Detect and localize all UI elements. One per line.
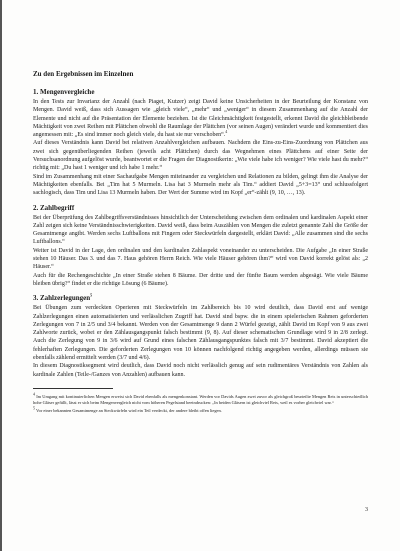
paragraph: Auch für die Rechengeschichte „In einer Straße stehen 8 Bäume. Der dritte und der fünfte Baum werden abgesägt. Wie viele Bäume bleiben übrig?“ findet er die richtige Lösung (6 Bäume). (33, 272, 368, 287)
paragraph: Weiter ist David in der Lage, den ordinalen und den kardinalen Zahlaspekt voneinander zu unterscheiden. Die Aufgabe „In einer Straße stehen 10 Häuser. Das 3. und das 7. Haus gehören Herrn Reich. Wie viele Häuser gehören ihm?“ wird von David korrekt gelöst als: „2 Häuser.“ (33, 247, 368, 271)
paragraph: In den Tests zur Invarianz der Anzahl (nach Piaget, Kutzer) zeigt David keine Unsicherheiten in der Beurteilung der Konstanz von Mengen. David weiß, dass sich Aussagen wie „gleich viele“, „mehr“ und „weniger“ in diesem Zusammenhang auf die Anzahl der Elemente und nicht auf die Präsentation der Elemente beziehen. Ist die Gleichmächtigkeit festgestellt, erkennt David die gleichbleibende Mächtigkeit von zwei Reihen mit Plättchen obwohl die Raumlage der Plättchen (vor seinen Augen) verändert wurde und kommentiert dies angemessen mit: „Es sind immer noch gleich viele, du hast sie nur verschoben“.$^4$ (33, 99, 368, 139)
paragraph: Auf dieses Verständnis kann David bei relativen Anzahlvergleichen aufbauen. Nachdem die Eins-zu-Eins-Zuordnung von Plättchen aus zwei sich gegenüberliegenden Reihen (jeweils acht Plättchen) durch das Wegnehmen eines Plättchens auf einer Seite der Versuchsanordnung aufgelöst wurde, beantwortet er die Fragen der Diagnostikerin: „Wie viele habe ich weniger? Wie viele hast du mehr?“ richtig mit: „Du hast 1 weniger und ich habe 1 mehr.“ (33, 140, 368, 172)
footnote: $^4$ Im Umgang mit kontinuierlichen Mengen erweist sich David ebenfalls als mengenkonstant. Werden vor Davids Augen zwei zuvor als gleichgroß beurteilte Mengen Reis in unterschiedlich hohe Gläser gefüllt, lässt er sich beim Mengenvergleich nicht vom höheren Pegelstand beeindrucken: „In beiden Gläsern ist gleichviel Reis, weil es vorher gleichviel war.“ (33, 391, 368, 405)
footnote-marker: 5 (90, 292, 93, 298)
paragraph: Bei Übungen zum verdeckten Operieren mit Steckwürfeln im Zahlbereich bis 10 wird deutlich, dass David erst auf wenige Zahlzerlegungen einen automatisierten und verlässlichen Zugriff hat. David sind bspw. die in einem spielerischen Rahmen geforderten Zerlegungen von 7 in 2/5 und 3/4 bekannt. Werden von der Gesamtmenge 9 dann 2 Würfel gezeigt, zählt David im Kopf von 9 aus zwei Zahlworte zurück, wobei er den Zählausgangspunkt falsch bestimmt (9, 8). Auf dieser schematischen Grundlage wird 9 in 2/8 zerlegt. Auch die Zerlegung von 9 in 3/6 wird auf Grund eines falschen Zählausgangspunktes falsch mit 3/7 bestimmt. David akzeptiert die fehlerhaften Zerlegungen. Die geforderten Zerlegungen von 10 können nachfolgend richtig angegeben werden, allerdings müssen sie ebenfalls zählend ermittelt werden (3/7 und 4/6). (33, 305, 368, 362)
subsection-title-mengenvergleiche: 1. Mengenvergleiche (33, 88, 95, 96)
paragraph: Sind im Zusammenhang mit einer Sachaufgabe Mengen miteinander zu vergleichen und Relationen zu bilden, gelingt ihm die Analyse der Mächtigkeiten ebenfalls. Bei „Tim hat 5 Murmeln. Lisa hat 3 Murmeln mehr als Tim.“ addiert David „5+3=13“ und schlussfolgert sachlogisch, dass Tim und Lisa 13 Murmeln haben. Der Wert der Summe wird im Kopf „er“-zählt (9, 10, …, 13). (33, 173, 368, 197)
section-heading: Zu den Ergebnissen im Einzelnen (33, 70, 134, 78)
paragraph: Bei der Überprüfung des Zahlbegriffsverständnisses hinsichtlich der Unterscheidung zwischen dem ordinalen und kardinalen Aspekt einer Zahl zeigen sich keine Verständnisschwierigkeiten. David weiß, dass beim Auszählen von Mengen die zuletzt genannte Zahl die Größe der Gesamtmenge angibt. Werden sechs Luftballons mit Fingern oder Steckwürfeln dargestellt, erklärt David: „Alle zusammen sind die sechs Luftballons.“ (33, 214, 368, 246)
footnote-separator (33, 388, 113, 389)
page-content (33, 70, 368, 415)
subsection-title-zahlzerlegungen: 3. Zahlzerlegungen$^5$ (33, 292, 93, 303)
page-number: 3 (365, 507, 368, 513)
paragraph: In diesem Diagnostiksegment wird deutlich, dass David noch nicht verlässlich genug auf sein rudimentäres Verständnis von Zahlen als kardinale Zahlen (Teile-/Ganzes von Anzahlen) aufbauen kann. (33, 363, 368, 378)
subsection-title-zahlbegriff: 2. Zahlbegriff (33, 203, 75, 212)
scan-edge-line (0, 0, 2, 551)
footnote-marker: 4 (225, 129, 228, 135)
footnote: $^5$ Vor einer bekannten Gesamtmenge an Steckwürfeln wird ein Teil verdeckt, der andere bleibt offen liegen. (33, 405, 222, 413)
